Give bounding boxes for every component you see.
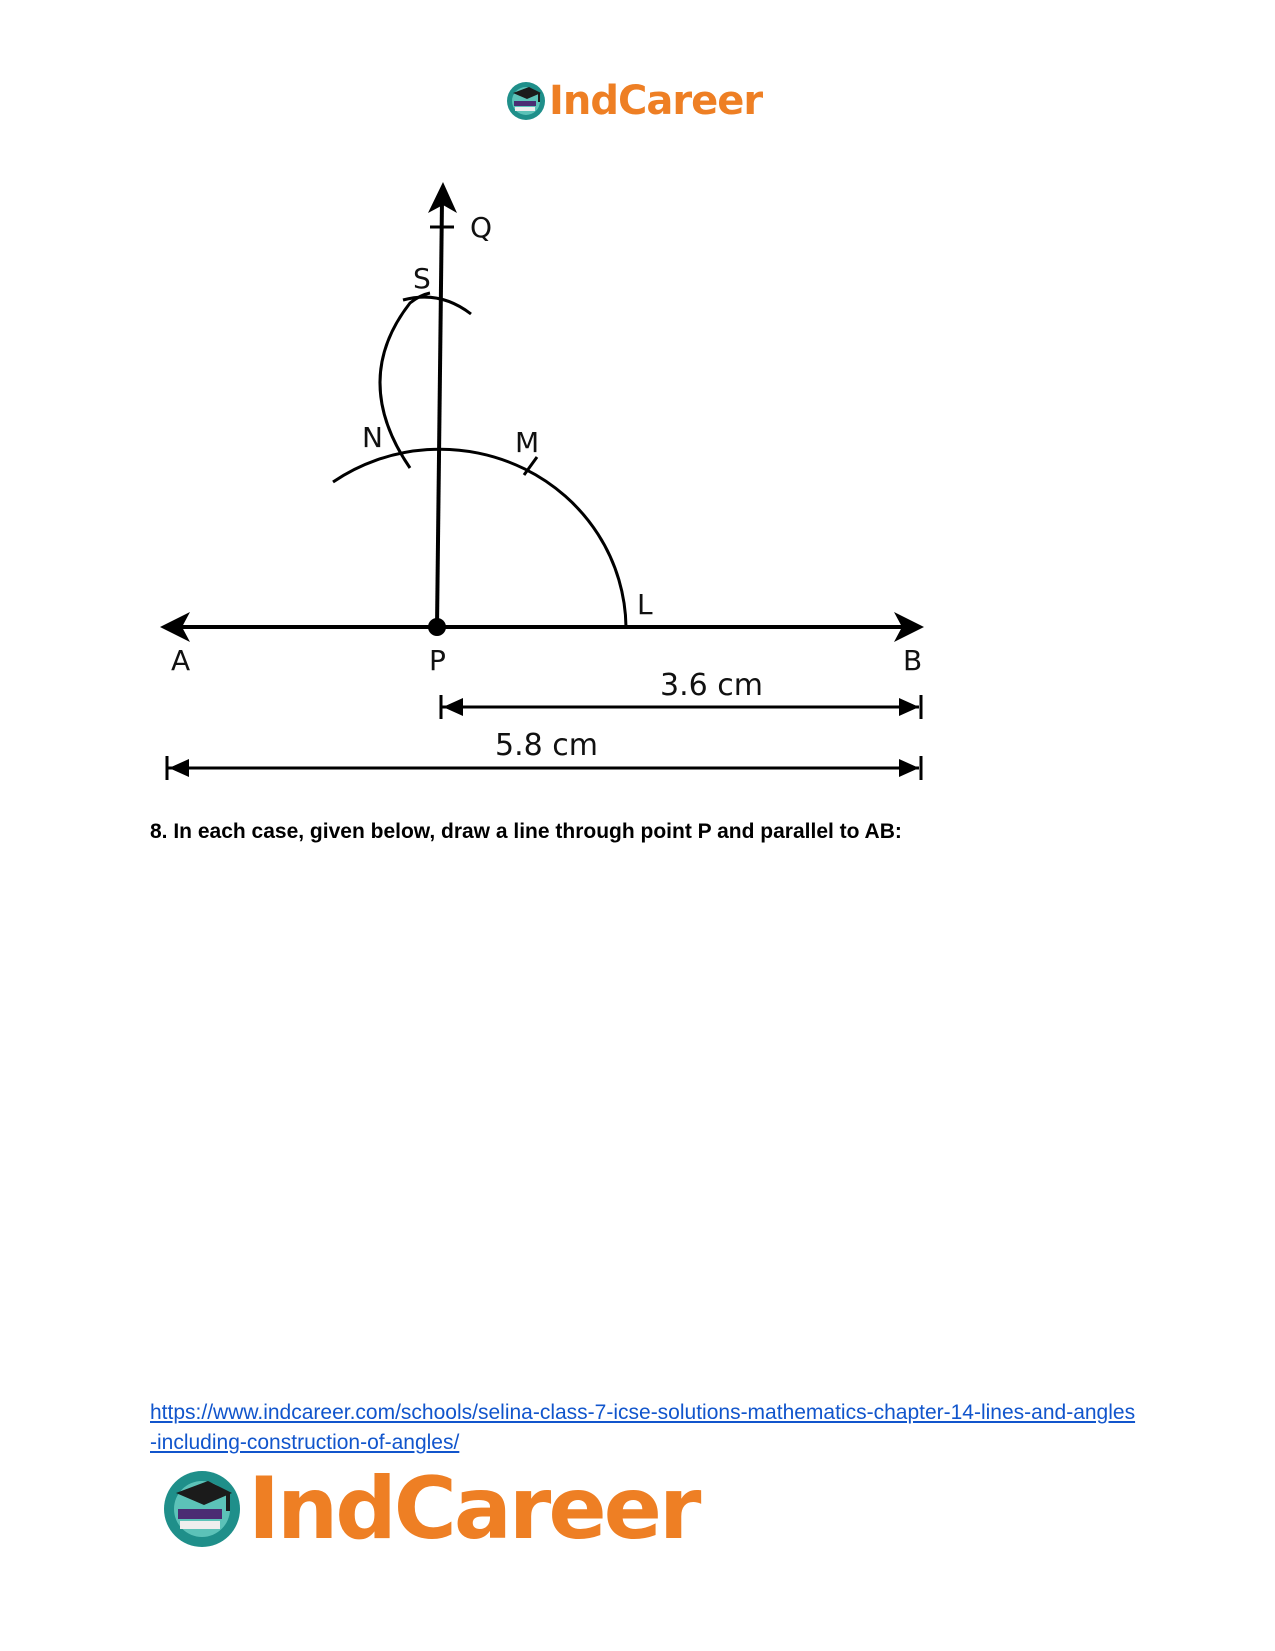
perpendicular-pq — [437, 200, 442, 627]
construction-figure — [0, 0, 1275, 800]
label-n: N — [362, 421, 383, 454]
label-a: A — [171, 644, 191, 677]
arc-ns — [380, 293, 430, 468]
dimension-arrow-pb-left — [443, 698, 463, 716]
arc-lmn — [333, 449, 626, 627]
dimension-label-ab: 5.8 cm — [495, 728, 598, 763]
label-q: Q — [470, 211, 493, 244]
dimension-label-pb: 3.6 cm — [660, 668, 763, 703]
label-s: S — [413, 262, 431, 295]
label-p: P — [429, 644, 446, 677]
logo-text: IndCareer — [248, 1459, 699, 1559]
graduation-globe-icon — [160, 1467, 244, 1551]
dimension-arrow-ab-right — [899, 759, 919, 777]
label-b: B — [903, 644, 923, 677]
indcareer-footer-logo — [160, 1459, 699, 1559]
label-m: M — [515, 426, 540, 459]
dimension-arrow-pb-right — [899, 698, 919, 716]
logo-text: IndCareer — [549, 78, 763, 124]
label-l: L — [637, 588, 653, 621]
source-link[interactable]: https://www.indcareer.com/schools/selina-class-7-icse-solutions-mathematics-chapter-14-lines-and-angles-including-construction-of-angles/ — [150, 1401, 1136, 1454]
point-p — [428, 618, 446, 636]
question-text: 8. In each case, given below, draw a line through point P and parallel to AB: — [150, 820, 902, 843]
dimension-arrow-ab-left — [169, 759, 189, 777]
